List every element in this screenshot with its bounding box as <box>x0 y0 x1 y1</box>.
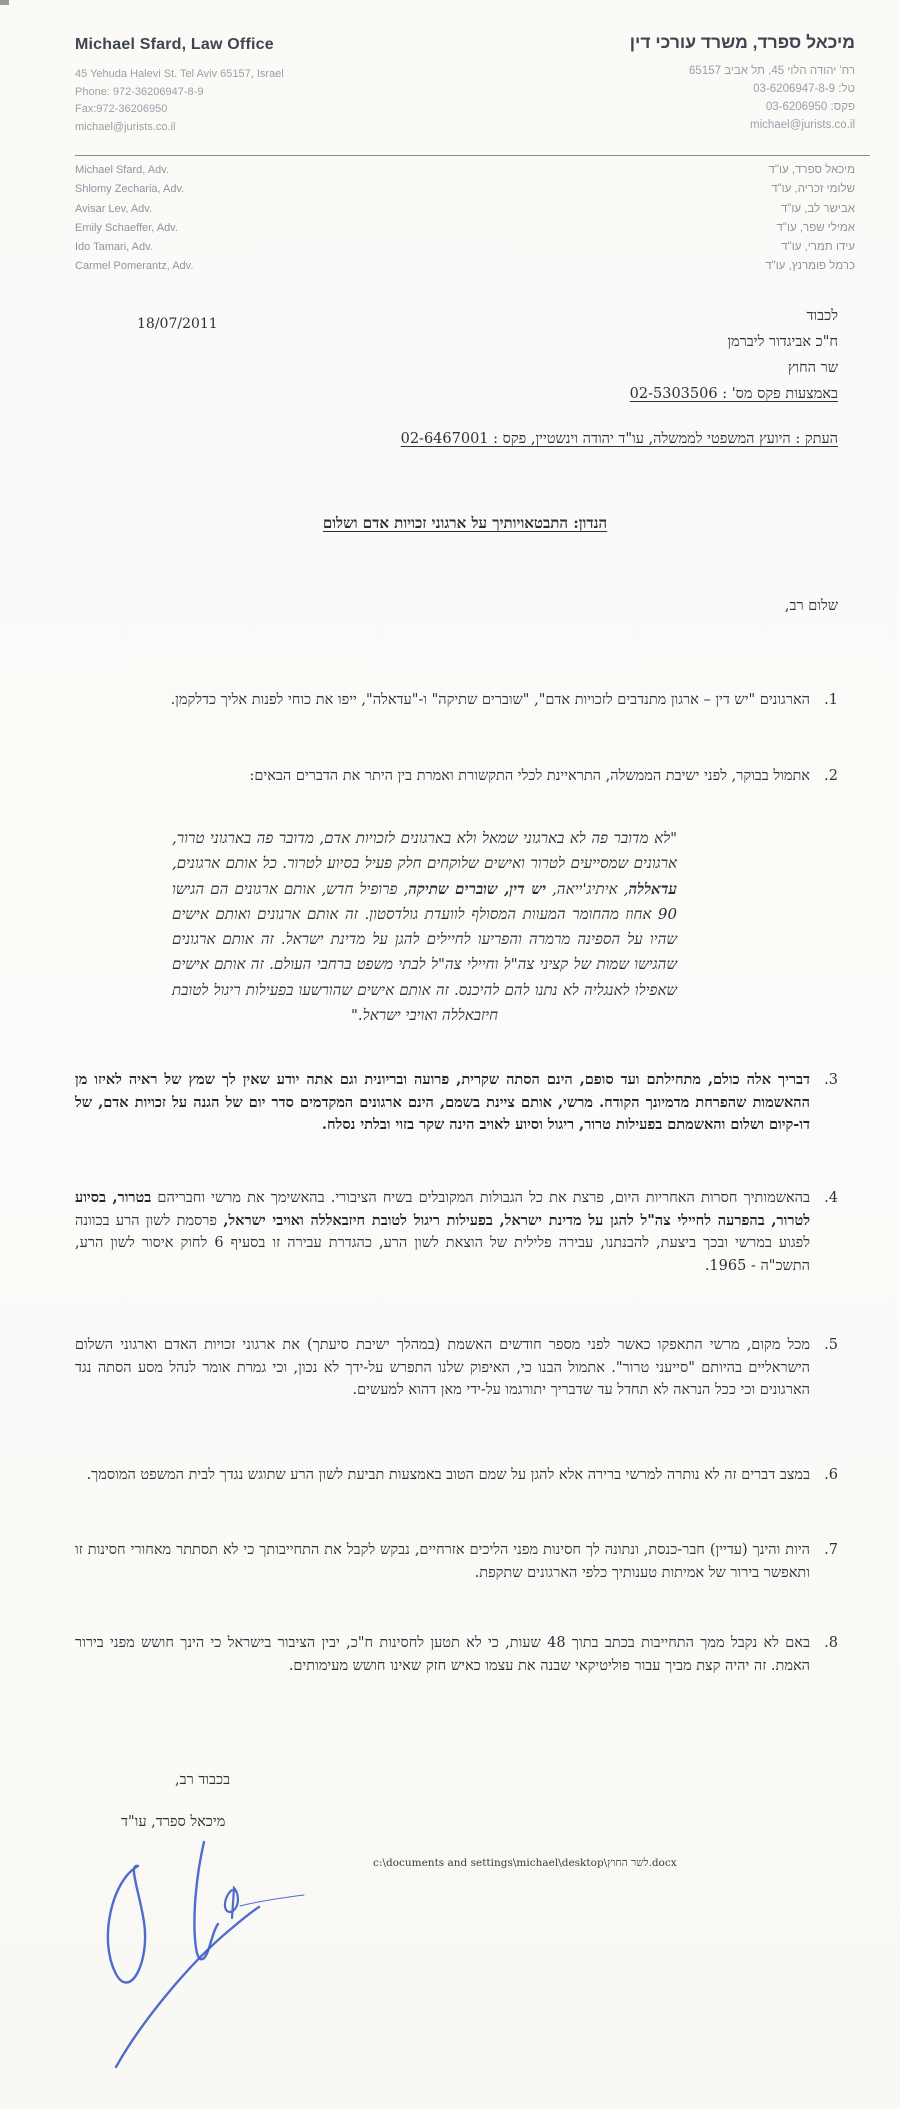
lawyer-list-en <box>75 161 193 277</box>
fax-line-en: Fax:972-36206950 <box>75 103 168 115</box>
item-text: אתמול בבוקר, לפני ישיבת הממשלה, התראיינת לכלי התקשורת ואמרת בין היתר את הדברים הבאים: <box>249 768 810 784</box>
lawyer-name: Ido Tamari, Adv. <box>75 241 153 254</box>
phone-line-en: Phone: 972-36206947-8-9 <box>75 85 204 98</box>
quote-bold-orgs: יש דין, שוברים שתיקה <box>408 879 546 898</box>
lawyer-name: שלומי זכריה, עו"ד <box>771 183 855 196</box>
item-text: היות והינך (עדיין) חבר-כנסת, ונתונה לך חסינות מפני הליכים אזרחיים, נבקש לקבל את התחייבותך כי לא תסתתר מאחורי חסינות זו ותאפשר בירור של אמיתות טענותיך כלפי הארגונים שתקפת. <box>75 1542 810 1581</box>
item-text: באם לא נקבל ממך התחייבות בכתב בתוך 48 שעות, כי לא תטען לחסינות ח"כ, יבין הציבור בישראל כי הינך חושש מפני בירור האמת. זה יהיה קצת מביך עבור פוליטיקאי שבנה את עצמו כאיש חזק שאינו חושש מעימותים. <box>75 1635 810 1674</box>
item-text: דבריך אלה כולם, מתחילתם ועד סופם, הינם הסתה שקרית, פרועה ובריונית וגם אתה יודע שאין לך שמץ של ראיה לאיזו מן ההאשמות שהפרחת מדמיונך הקודח. מרשי, אותם ציינת בשמם, הינם ארגונים המקדמים סדר יום של הגנה על זכויות אדם, של דו-קיום ושלום והאשמתם בפעילות טרור, ריגול וסיוע לאויב הינה שקר בזוי ובלתי נסלח. <box>75 1071 810 1133</box>
lawyer-list-he <box>765 161 855 277</box>
lawyer-name: Carmel Pomerantz, Adv. <box>75 260 194 273</box>
lawyer-name: אמילי שפר, עו"ד <box>776 221 855 234</box>
fax-line-he: פקס: 03-6206950 <box>765 101 855 113</box>
recipient-title: שר החוץ <box>787 360 838 376</box>
greeting: שלום רב, <box>784 598 838 614</box>
email-en: michael@jurists.co.il <box>75 120 176 133</box>
file-path: c:\documents and settings\michael\desktop\לשר החוץ.docx <box>373 1857 677 1869</box>
item-text: בהאשמותיך חסרות האחריות היום, פרצת את כל הגבולות המקובלים בשיח הציבורי. בהאשימך את מרשי וחבריהם בטרור, בסיוע לטרור, בהפרעה לחיילי צה"ל להגן על מדינת ישראל, בפעילות ריגול לטובת חיזבאללה ואויבי ישראל, פרסמת לשון הרע בכוונה לפגוע במרשי ובכך ביצעת, להבנתנו, עבירה פלילית של הוצאת לשון הרע, כהגדרת עבירה זו בסעיף 6 לחוק איסור לשון הרע, התשכ"ה - 1965. <box>75 1189 811 1274</box>
list-item-8 <box>75 1632 838 1677</box>
letterhead-divider <box>75 155 870 156</box>
recipient-salutation: לכבוד <box>806 308 838 324</box>
address-line-he: רח' יהודה הלוי 45, תל אביב 65157 <box>689 65 855 77</box>
email-he: michael@jurists.co.il <box>750 119 855 131</box>
subject-text: הנדון: התבטאויותיך על ארגוני זכויות אדם ושלום <box>322 514 608 532</box>
lawyer-name: אבישר לב, עו"ד <box>780 202 855 215</box>
item-text: הארגונים "יש דין – ארגון מתנדבים לזכויות אדם", "שוברים שתיקה" ו-"עדאלה", ייפו את כוחי לפנות אליך כדלקמן. <box>170 692 810 708</box>
letterhead-en <box>75 36 284 136</box>
list-item-6 <box>75 1464 838 1487</box>
list-item-4 <box>75 1187 838 1277</box>
address-line-en: 45 Yehuda Halevi St. Tel Aviv 65157, Israel <box>75 68 284 80</box>
item-number: 1. <box>824 692 838 708</box>
lawyer-name: עידו תמרי, עו"ד <box>781 241 855 254</box>
subject-line <box>75 514 855 533</box>
address-block-en <box>75 66 284 136</box>
lawyer-name: Shlomy Zecharia, Adv. <box>75 183 185 196</box>
firm-name-he: מיכאל ספרד, משרד עורכי דין <box>629 32 855 52</box>
via-fax-line: באמצעות פקס מס' : 02-5303506 <box>629 386 838 402</box>
lawyer-name: Avisar Lev, Adv. <box>75 202 153 215</box>
list-item-2 <box>75 765 838 788</box>
signature-handwritten <box>92 1836 307 2071</box>
phone-line-he: טל: 03-6206947-8-9 <box>753 83 855 95</box>
copy-line: העתק : היועץ המשפטי לממשלה, עו"ד יהודה וינשטיין, פקס : 02-6467001 <box>400 431 838 447</box>
item-number: 7. <box>824 1542 838 1558</box>
letter-date: 18/07/2011 <box>137 316 218 332</box>
item-number: 8. <box>824 1635 838 1651</box>
quote-block: "לא מדובר פה לא בארגוני שמאל ולא בארגונים לזכויות אדם, מדובר פה בארגוני טרור, ארגונים שמסייעים לטרור ואישים שלוקחים חלק פעיל בסיוע לטרור. כל אותם ארגונים, עדאללה, איתיג'ייאה, יש דין, שוברים שתיקה, פרופיל חדש, אותם ארגונים הם הגישו 90 אחוז מהחומר המעוות המסולף לוועדת גולדסטון. זה אותם ארגונים ואותם אישים שהיו על הספינה מרמרה והפריעו לחיילים להגן על מדינת ישראל. זה אותם ארגונים שהגישו שמות של קציני צה"ל וחיילי צה"ל לבתי משפט ברחבי העולם. זה אותם אישים שאפילו לאנגליה לא נתנו להם להיכנס. זה אותם אישים שהורשעו בפעילות ריגול לטובת חיזבאללה ואויבי ישראל." <box>172 829 677 1025</box>
address-block-he <box>630 62 855 134</box>
lawyer-name: כרמל פומרנץ, עו"ד <box>765 260 855 273</box>
list-item-7 <box>75 1539 838 1584</box>
list-item-1 <box>75 689 838 712</box>
recipient-name: ח"כ אביגדור ליברמן <box>727 334 838 350</box>
lawyer-name: מיכאל ספרד, עו"ד <box>768 164 855 176</box>
signer-name: מיכאל ספרד, עו"ד <box>121 1814 226 1830</box>
recipient-block <box>630 303 838 407</box>
list-item-5 <box>75 1334 838 1402</box>
item-text: במצב דברים זה לא נותרה למרשי ברירה אלא להגן על שמם הטוב באמצעות תביעת לשון הרע שתוגש נגדך לבית המשפט המוסמך. <box>86 1467 810 1483</box>
lawyer-name: Emily Schaeffer, Adv. <box>75 221 178 234</box>
scan-artifact <box>0 0 9 5</box>
item-number: 5. <box>824 1337 838 1353</box>
quote-bold-org: עדאללה <box>628 879 677 898</box>
lawyer-name: Michael Sfard, Adv. <box>75 164 169 176</box>
item-number: 4. <box>824 1190 838 1206</box>
item-number: 3. <box>824 1072 838 1088</box>
letterhead-he <box>630 32 855 134</box>
list-item-3 <box>75 1069 838 1137</box>
item-number: 2. <box>824 768 838 784</box>
item-text: מכל מקום, מרשי התאפקו כאשר לפני מספר חודשים האשמת (במהלך ישיבת סיעתך) את ארגוני זכויות האדם וארגוני השלום הישראליים בהיותם "סייעני טרור". אתמול הבנו כי, האיפוק שלנו התפרש על-ידך לא נכון, וכי גמרת אומר לנהל מסע הסתה נגד הארגונים וכי ככל הנראה לא תחדל עד שדבריך יתורגמו על-ידי מאן דהוא למעשים. <box>75 1337 810 1398</box>
closing-regards: בכבוד רב, <box>175 1772 231 1788</box>
firm-name-en: Michael Sfard, Law Office <box>75 36 274 53</box>
item-number: 6. <box>824 1467 838 1483</box>
